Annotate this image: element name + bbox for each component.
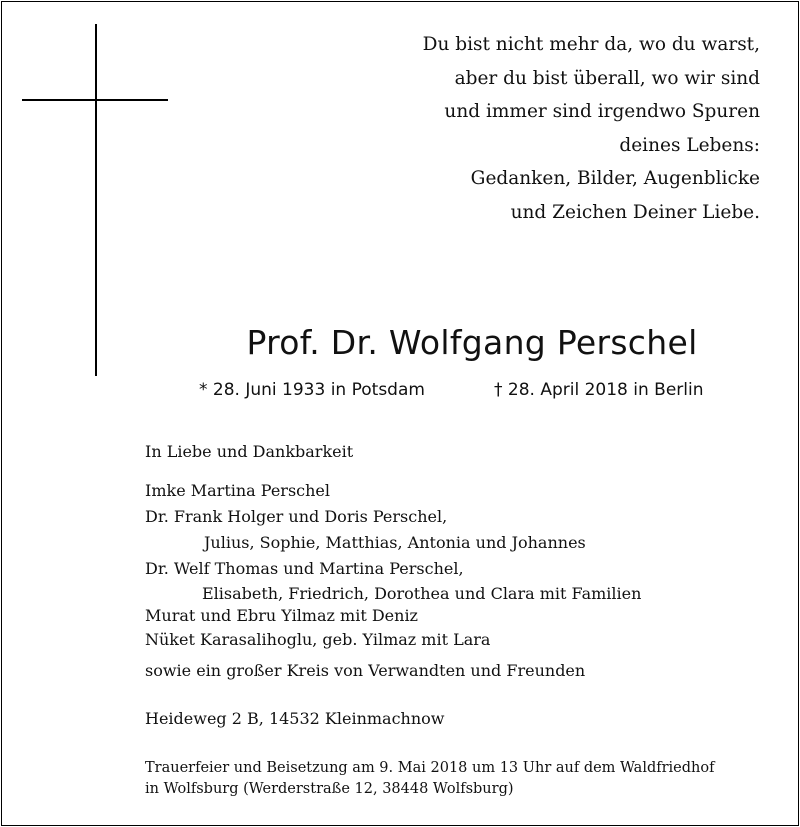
mourner-line: Nüket Karasalihoglu, geb. Yilmaz mit Lara [145,630,491,649]
mourners-intro: In Liebe und Dankbarkeit [145,442,354,461]
mourner-line: Julius, Sophie, Matthias, Antonia und Johannes [204,533,586,552]
funeral-location: in Wolfsburg (Werderstraße 12, 38448 Wolfsburg) [145,781,514,797]
poem-line: aber du bist überall, wo wir sind [454,67,760,89]
poem [320,28,760,229]
funeral-info: Trauerfeier und Beisetzung am 9. Mai 2018 um 13 Uhr auf dem Waldfriedhof [145,760,715,776]
poem-line: und Zeichen Deiner Liebe. [510,201,760,223]
mourner-line: Murat und Ebru Yilmaz mit Deniz [145,606,418,625]
mourners-closing: sowie ein großer Kreis von Verwandten und Freunden [145,661,586,680]
address: Heideweg 2 B, 14532 Kleinmachnow [145,709,445,728]
mourner-line: Dr. Frank Holger und Doris Perschel, [145,507,448,526]
mourner-line: Dr. Welf Thomas und Martina Perschel, [145,559,464,578]
poem-line: Gedanken, Bilder, Augenblicke [470,168,760,189]
poem-line: deines Lebens: [619,134,760,156]
poem-line: und immer sind irgendwo Spuren [444,101,760,122]
death-date: † 28. April 2018 in Berlin [494,380,704,400]
cross-icon-horizontal [22,99,168,101]
deceased-name: Prof. Dr. Wolfgang Perschel [246,323,698,362]
poem-line: Du bist nicht mehr da, wo du warst, [422,34,760,55]
mourner-line: Elisabeth, Friedrich, Dorothea und Clara mit Familien [202,584,642,603]
mourner-line: Imke Martina Perschel [145,481,331,500]
birth-date: * 28. Juni 1933 in Potsdam [199,380,425,400]
